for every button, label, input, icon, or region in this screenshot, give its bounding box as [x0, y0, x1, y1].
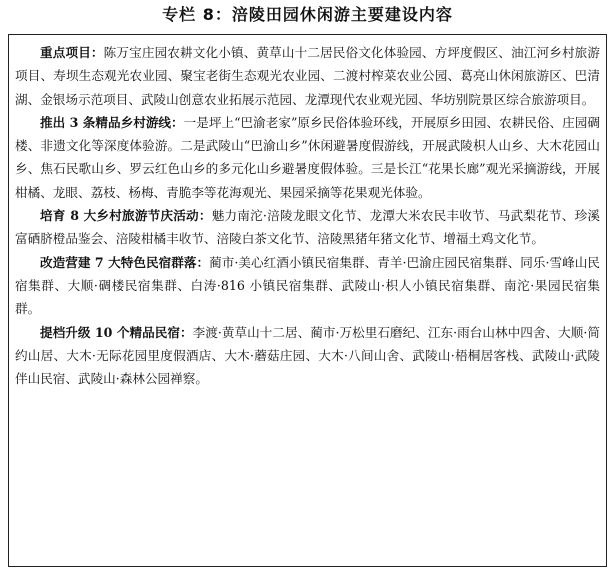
section-label: 提档升级 10 个精品民宿：: [40, 324, 193, 340]
section-text: 李渡·黄草山十二居、蔺市·万松里石磨纪、江东·雨台山林中四舍、大顺·简约山居、大木·无际花园里度假酒店、大木·蘑菇庄园、大木·八间山舍、武陵山·梧桐居客栈、武陵山·武陵伴山民宿、武陵山·森林公园禅察。: [15, 324, 601, 387]
section-text: 蔺市·美心红酒小镇民宿集群、青羊·巴渝庄园民宿集群、同乐·雪峰山民宿集群、大顺·碉楼民宿集群、白涛·816 小镇民宿集群、武陵山·枳人小镇民宿集群、南沱·果园民宿集群。: [15, 254, 600, 317]
section-label: 改造营建 7 大特色民宿群落：: [40, 254, 210, 270]
section-text: 魅力南沱·涪陵龙眼文化节、龙潭大米农民丰收节、马武梨花节、珍溪富硒脐橙品鉴会、涪陵柑橘丰收节、涪陵白茶文化节、涪陵黑猪年猪文化节、增福土鸡文化节。: [15, 208, 600, 247]
section-boutique-homestays: [15, 321, 600, 391]
section-label: 重点项目：: [40, 45, 104, 60]
section-label: 推出 3 条精品乡村游线：: [40, 114, 184, 130]
section-text: 陈万宝庄园农耕文化小镇、黄草山十二居民俗文化体验园、方坪度假区、油江河乡村旅游项目、寿坝生态观光农业园、聚宝老街生态观光农业园、二渡村榨菜农业公园、葛亮山休闲旅游区、巴清湖、金银场示范项目、武陵山创意农业拓展示范园、龙潭现代农业观光园、华坊别院景区综合旅游项目。: [15, 45, 601, 107]
section-text: 一是坪上“巴渝老家”原乡民俗体验环线，开展原乡田园、农耕民俗、庄园碉楼、非遗文化等深度体验游。二是武陵山“巴渝山乡”休闲避暑度假游线，开展武陵枳人山乡、大木花园山乡、焦石民歌山乡、罗云红色山乡的多元化山乡避暑度假体验。三是长江“花果长廊”观光采摘游线，开展柑橘、龙眼、荔枝、杨梅、青脆李等花海观光、果园采摘等花果观光体验。: [15, 114, 600, 200]
section-festivals: [15, 204, 600, 251]
section-homestay-clusters: [15, 251, 600, 321]
section-key-projects: [15, 41, 600, 111]
content-body: [15, 41, 600, 390]
section-label: 培育 8 大乡村旅游节庆活动：: [40, 208, 212, 224]
section-rural-tour-routes: [15, 111, 600, 204]
content-box: [8, 34, 607, 567]
column-title: 专栏 8：涪陵田园休闲游主要建设内容: [162, 5, 453, 24]
